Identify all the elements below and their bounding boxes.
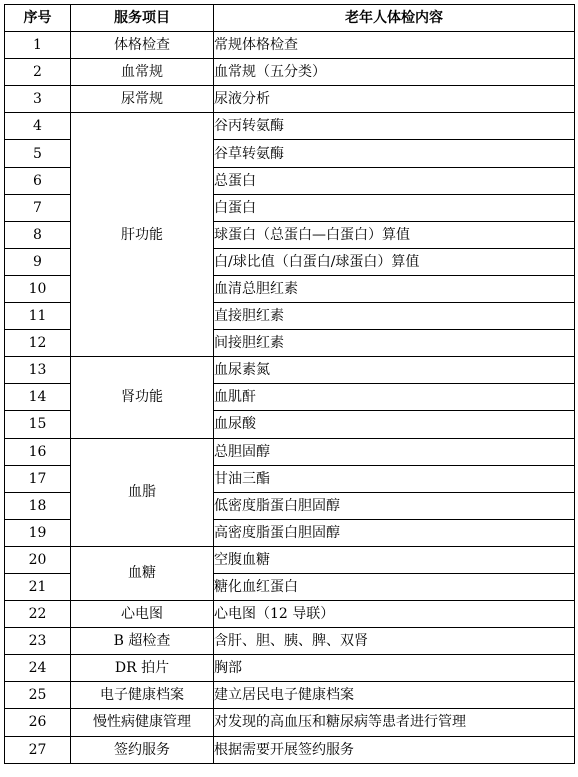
- row-num: 20: [5, 546, 71, 573]
- row-num: 26: [5, 709, 71, 736]
- row-content: 心电图（12 导联）: [214, 601, 575, 628]
- row-content: 含肝、胆、胰、脾、双肾: [214, 628, 575, 655]
- row-item-group: 血脂: [71, 438, 214, 546]
- row-item: DR 拍片: [71, 655, 214, 682]
- row-num: 18: [5, 492, 71, 519]
- row-content: 血清总胆红素: [214, 275, 575, 302]
- row-item: 慢性病健康管理: [71, 709, 214, 736]
- checkup-table: [4, 4, 575, 764]
- row-content: 直接胆红素: [214, 303, 575, 330]
- row-content: 胸部: [214, 655, 575, 682]
- row-content: 血尿素氮: [214, 357, 575, 384]
- row-num: 19: [5, 519, 71, 546]
- row-num: 6: [5, 167, 71, 194]
- row-content: 血肌酐: [214, 384, 575, 411]
- table-row: [5, 357, 575, 384]
- row-content: 间接胆红素: [214, 330, 575, 357]
- table-row: [5, 113, 575, 140]
- row-num: 14: [5, 384, 71, 411]
- table-row: [5, 546, 575, 573]
- table-row: [5, 736, 575, 763]
- row-content: 建立居民电子健康档案: [214, 682, 575, 709]
- row-num: 10: [5, 275, 71, 302]
- row-content: 高密度脂蛋白胆固醇: [214, 519, 575, 546]
- row-num: 23: [5, 628, 71, 655]
- table-row: [5, 655, 575, 682]
- row-content: 谷草转氨酶: [214, 140, 575, 167]
- header-num: 序号: [5, 5, 71, 32]
- row-content: 谷丙转氨酶: [214, 113, 575, 140]
- row-num: 9: [5, 248, 71, 275]
- row-num: 4: [5, 113, 71, 140]
- row-item: 心电图: [71, 601, 214, 628]
- header-content: 老年人体检内容: [214, 5, 575, 32]
- header-row: [5, 5, 575, 32]
- table-row: [5, 59, 575, 86]
- row-item: 签约服务: [71, 736, 214, 763]
- row-content: 总胆固醇: [214, 438, 575, 465]
- table-row: [5, 628, 575, 655]
- row-content: 白蛋白: [214, 194, 575, 221]
- row-num: 27: [5, 736, 71, 763]
- row-content: 总蛋白: [214, 167, 575, 194]
- table-row: [5, 86, 575, 113]
- table-row: [5, 601, 575, 628]
- row-item: 尿常规: [71, 86, 214, 113]
- row-num: 12: [5, 330, 71, 357]
- row-num: 22: [5, 601, 71, 628]
- row-item-group: 血糖: [71, 546, 214, 600]
- row-item: 电子健康档案: [71, 682, 214, 709]
- row-content: 空腹血糖: [214, 546, 575, 573]
- table-row: [5, 709, 575, 736]
- row-content: 球蛋白（总蛋白—白蛋白）算值: [214, 221, 575, 248]
- row-content: 血常规（五分类）: [214, 59, 575, 86]
- row-num: 11: [5, 303, 71, 330]
- row-content: 常规体格检查: [214, 32, 575, 59]
- row-content: 白/球比值（白蛋白/球蛋白）算值: [214, 248, 575, 275]
- row-item-group: 肝功能: [71, 113, 214, 357]
- row-num: 1: [5, 32, 71, 59]
- row-num: 5: [5, 140, 71, 167]
- header-item: 服务项目: [71, 5, 214, 32]
- row-num: 3: [5, 86, 71, 113]
- row-num: 21: [5, 573, 71, 600]
- row-item: 血常规: [71, 59, 214, 86]
- row-item: 体格检查: [71, 32, 214, 59]
- row-content: 糖化血红蛋白: [214, 573, 575, 600]
- row-item-group: 肾功能: [71, 357, 214, 438]
- table-row: [5, 438, 575, 465]
- table-row: [5, 682, 575, 709]
- row-num: 2: [5, 59, 71, 86]
- row-content: 尿液分析: [214, 86, 575, 113]
- row-num: 7: [5, 194, 71, 221]
- row-num: 8: [5, 221, 71, 248]
- table-row: [5, 32, 575, 59]
- row-num: 24: [5, 655, 71, 682]
- row-content: 根据需要开展签约服务: [214, 736, 575, 763]
- row-num: 17: [5, 465, 71, 492]
- row-num: 16: [5, 438, 71, 465]
- row-content: 对发现的高血压和糖尿病等患者进行管理: [214, 709, 575, 736]
- row-num: 15: [5, 411, 71, 438]
- row-item: B 超检查: [71, 628, 214, 655]
- row-content: 甘油三酯: [214, 465, 575, 492]
- row-content: 低密度脂蛋白胆固醇: [214, 492, 575, 519]
- row-num: 13: [5, 357, 71, 384]
- row-num: 25: [5, 682, 71, 709]
- row-content: 血尿酸: [214, 411, 575, 438]
